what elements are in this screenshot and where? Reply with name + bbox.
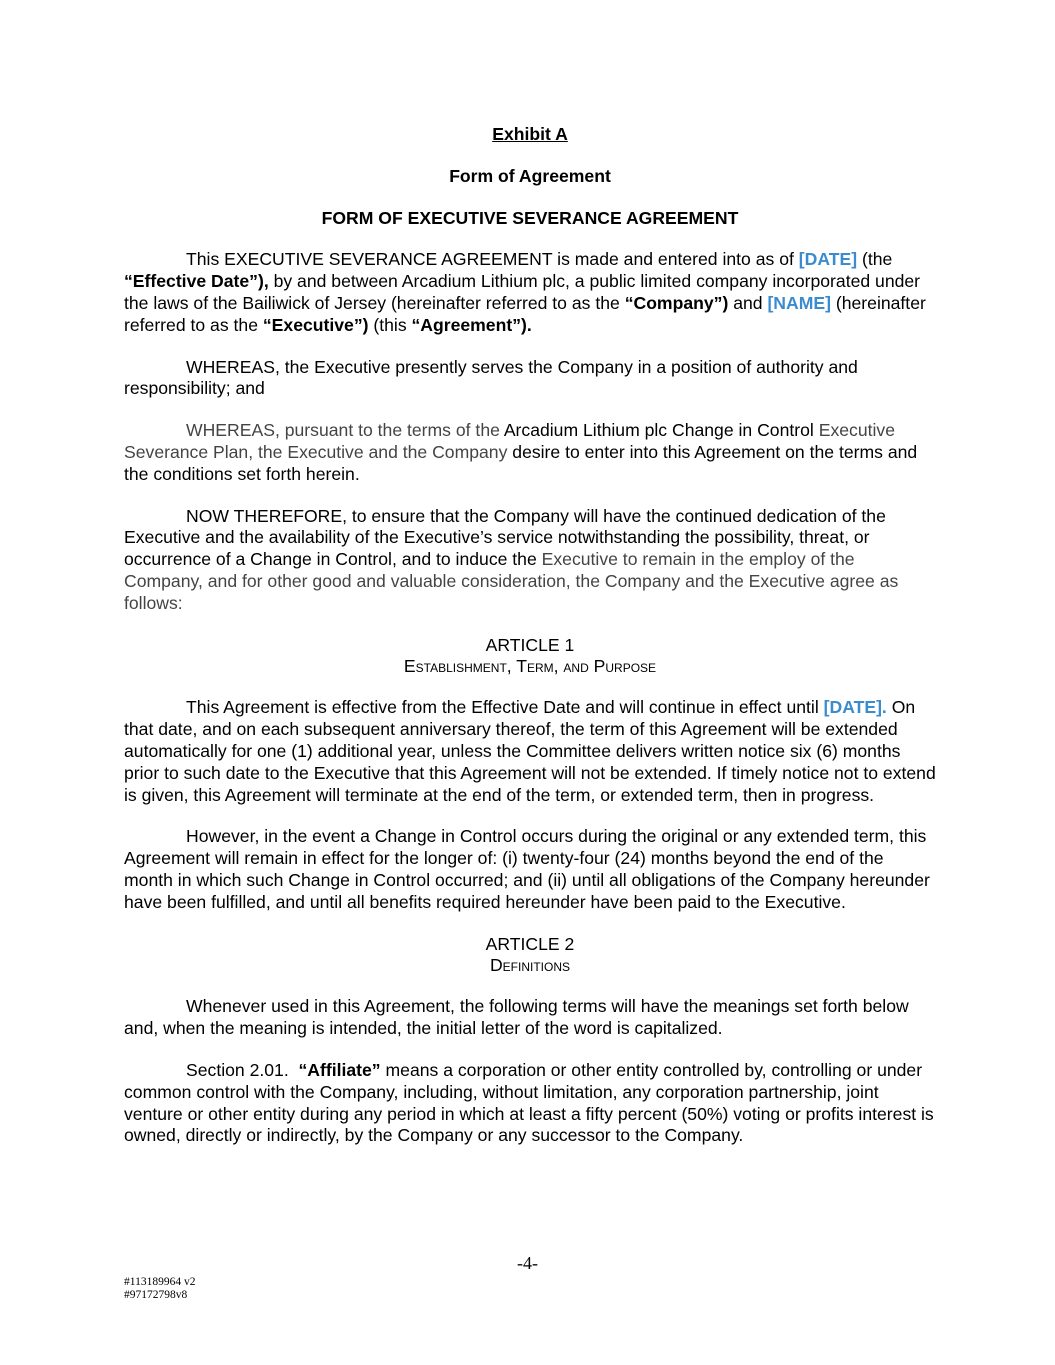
whereas2-text-2: Arcadium Lithium plc Change in Control xyxy=(503,420,819,441)
whereas-paragraph-2 xyxy=(124,420,936,485)
section-2-01-text: means a corporation or other entity controlled by, controlling or under common control with the Company, including, without limitation, any corporation partnership, joint venture or other entity during any period in which at least a fifty percent (50%) voting or profits interest is owned, directly or indirectly, by the Company or any successor to the Company. xyxy=(124,1059,934,1146)
effective-date-term: “Effective Date”), xyxy=(124,271,269,292)
now-therefore-text-2: Executive to remain in the employ of the Company, and for other good and valuable consideration, the Company and the Executive agree as follows: xyxy=(124,549,899,613)
date-placeholder: [DATE] xyxy=(798,249,858,270)
intro-text-3: by and between Arcadium Lithium plc, a public limited company incorporated under the laws of the Bailiwick of Jersey (hereinafter referred to as the xyxy=(124,271,921,313)
article-2-heading xyxy=(124,934,936,977)
whereas-paragraph-1: WHEREAS, the Executive presently serves the Company in a position of authority and responsibility; and xyxy=(124,356,858,399)
article-2-number: ARTICLE 2 xyxy=(485,933,575,954)
executive-term: “Executive”) xyxy=(262,314,369,335)
document-id-1: #113189964 v2 xyxy=(124,1276,196,1288)
article-1-heading xyxy=(124,635,936,678)
document-page xyxy=(124,120,936,1147)
intro-text-2: (the xyxy=(861,249,893,270)
affiliate-term: “Affiliate” xyxy=(298,1059,381,1080)
agreement-term: “Agreement”). xyxy=(411,314,532,335)
company-term: “Company”) xyxy=(624,292,729,313)
whereas2-text-1: WHEREAS, pursuant to the terms of the xyxy=(186,420,504,441)
whereas2-text-4: desire to enter into this Agreement on the terms and the conditions set forth herein. xyxy=(124,441,918,484)
article-2-subheading: Definitions xyxy=(489,955,571,976)
intro-text-6: (this xyxy=(368,314,412,335)
now-therefore-text-1: NOW THEREFORE, to ensure that the Company will have the continued dedication of the Executive and the availability of the Executive’s service notwithstanding the possibility, threat, or occurrence of a Change in Control, and to induce the xyxy=(124,505,886,570)
article-1-text-1: This Agreement is effective from the Effective Date and will continue in effect until xyxy=(186,697,824,718)
section-2-01-paragraph xyxy=(124,1060,936,1147)
document-id-2: #97172798v8 xyxy=(124,1289,188,1301)
intro-text-4: and xyxy=(728,292,768,313)
now-therefore-paragraph xyxy=(124,506,936,615)
intro-paragraph xyxy=(124,249,936,336)
article-1-paragraph-2: However, in the event a Change in Control occurs during the original or any extended term, this Agreement will remain in effect for the longer of: (i) twenty-four (24) months beyond the end of the month in which such Change in Control occurred; and (ii) until all obligations of the Company hereunder have been fulfilled, and until all benefits required hereunder have been paid to the Executive. xyxy=(124,826,930,912)
document-ids xyxy=(124,1276,195,1302)
whereas2-text-3: Executive Severance Plan, the Executive and the Company xyxy=(124,420,895,462)
exhibit-heading: Exhibit A xyxy=(492,124,568,144)
intro-text-5: (hereinafter referred to as the xyxy=(124,292,926,335)
article-1-subheading: Establishment, Term, and Purpose xyxy=(403,656,657,677)
name-placeholder: [NAME] xyxy=(767,292,831,313)
form-of-agreement-heading: Form of Agreement xyxy=(449,165,611,186)
page-number: -4- xyxy=(517,1253,538,1273)
document-title: FORM OF EXECUTIVE SEVERANCE AGREEMENT xyxy=(321,207,739,228)
article-1-date-placeholder: [DATE]. xyxy=(823,697,887,718)
article-1-paragraph-1 xyxy=(124,697,936,806)
intro-text-1: This EXECUTIVE SEVERANCE AGREEMENT is made and entered into as of xyxy=(186,249,799,270)
article-2-paragraph-1: Whenever used in this Agreement, the following terms will have the meanings set forth below and, when the meaning is intended, the initial letter of the word is capitalized. xyxy=(124,996,909,1039)
article-1-number: ARTICLE 1 xyxy=(485,634,575,655)
article-1-text-2: On that date, and on each subsequent anniversary thereof, the term of this Agreement will be extended automatically for one (1) additional year, unless the Committee delivers written notice six (6) months prior to such date to the Executive that this Agreement will not be extended. If timely notice not to extend is given, this Agreement will terminate at the end of the term, or extended term, then in progress. xyxy=(124,697,936,805)
section-2-01-label: Section 2.01. xyxy=(186,1059,299,1080)
